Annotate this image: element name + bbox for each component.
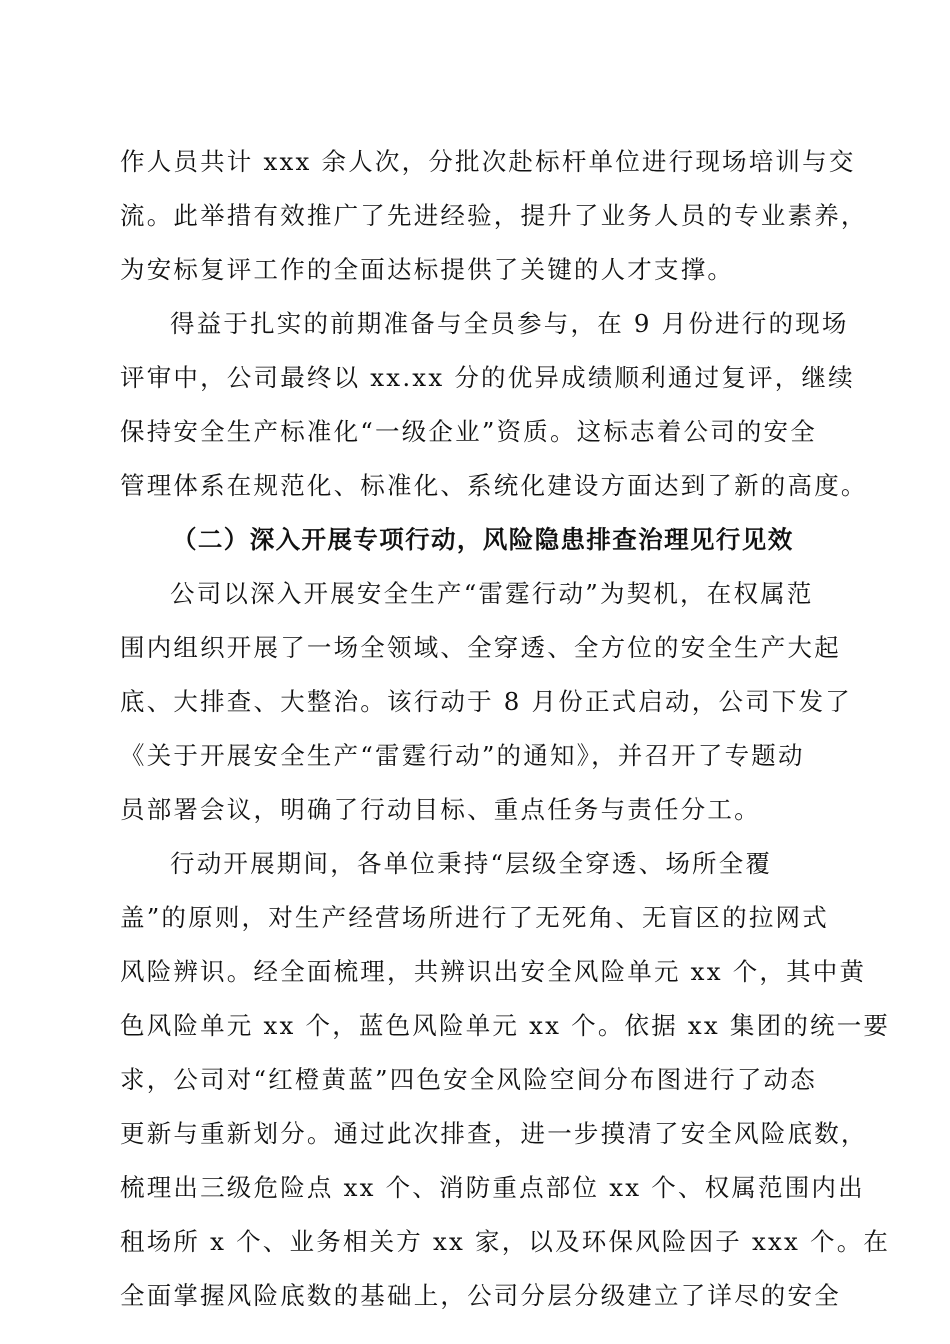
paragraph-line: 求，公司对“红橙黄蓝”四色安全风险空间分布图进行了动态 (120, 1065, 817, 1094)
paragraph-line: 为安标复评工作的全面达标提供了关键的人才支撑。 (120, 255, 735, 284)
paragraph-line: 底、大排查、大整治。该行动于 8 月份正式启动，公司下发了 (120, 687, 852, 716)
paragraph-line: 流。此举措有效推广了先进经验，提升了业务人员的专业素养， (120, 201, 868, 230)
paragraph-line: 风险辨识。经全面梳理，共辨识出安全风险单元 xx 个，其中黄 (120, 957, 867, 986)
paragraph-line: 盖”的原则，对生产经营场所进行了无死角、无盲区的拉网式 (120, 903, 829, 932)
paragraph-line: 行动开展期间，各单位秉持“层级全穿透、场所全覆 (170, 849, 773, 878)
paragraph-line: 围内组织开展了一场全领域、全穿透、全方位的安全生产大起 (120, 633, 841, 662)
paragraph-line: 管理体系在规范化、标准化、系统化建设方面达到了新的高度。 (120, 471, 868, 500)
paragraph-line: 保持安全生产标准化“一级企业”资质。这标志着公司的安全 (120, 417, 817, 446)
paragraph-line: 更新与重新划分。通过此次排查，进一步摸清了安全风险底数， (120, 1119, 868, 1148)
paragraph-line: 得益于扎实的前期准备与全员参与，在 9 月份进行的现场 (170, 309, 849, 338)
paragraph-line: 《关于开展安全生产“雷霆行动”的通知》，并召开了专题动 (120, 741, 805, 770)
paragraph-line: 公司以深入开展安全生产“雷霆行动”为契机，在权属范 (170, 579, 814, 608)
paragraph-line: 梳理出三级危险点 xx 个、消防重点部位 xx 个、权属范围内出 (120, 1173, 865, 1202)
paragraph-line: 作人员共计 xxx 余人次，分批次赴标杆单位进行现场培训与交 (120, 147, 856, 176)
paragraph-line: 全面掌握风险底数的基础上，公司分层分级建立了详尽的安全 (120, 1281, 841, 1310)
paragraph-line: 评审中，公司最终以 xx.xx 分的优异成绩顺利通过复评，继续 (120, 363, 855, 392)
paragraph-line: 员部署会议，明确了行动目标、重点任务与责任分工。 (120, 795, 761, 824)
section-heading: （二）深入开展专项行动，风险隐患排查治理见行见效 (172, 525, 794, 554)
paragraph-line: 色风险单元 xx 个，蓝色风险单元 xx 个。依据 xx 集团的统一要 (120, 1011, 891, 1040)
paragraph-line: 租场所 x 个、业务相关方 xx 家，以及环保风险因子 xxx 个。在 (120, 1227, 891, 1256)
